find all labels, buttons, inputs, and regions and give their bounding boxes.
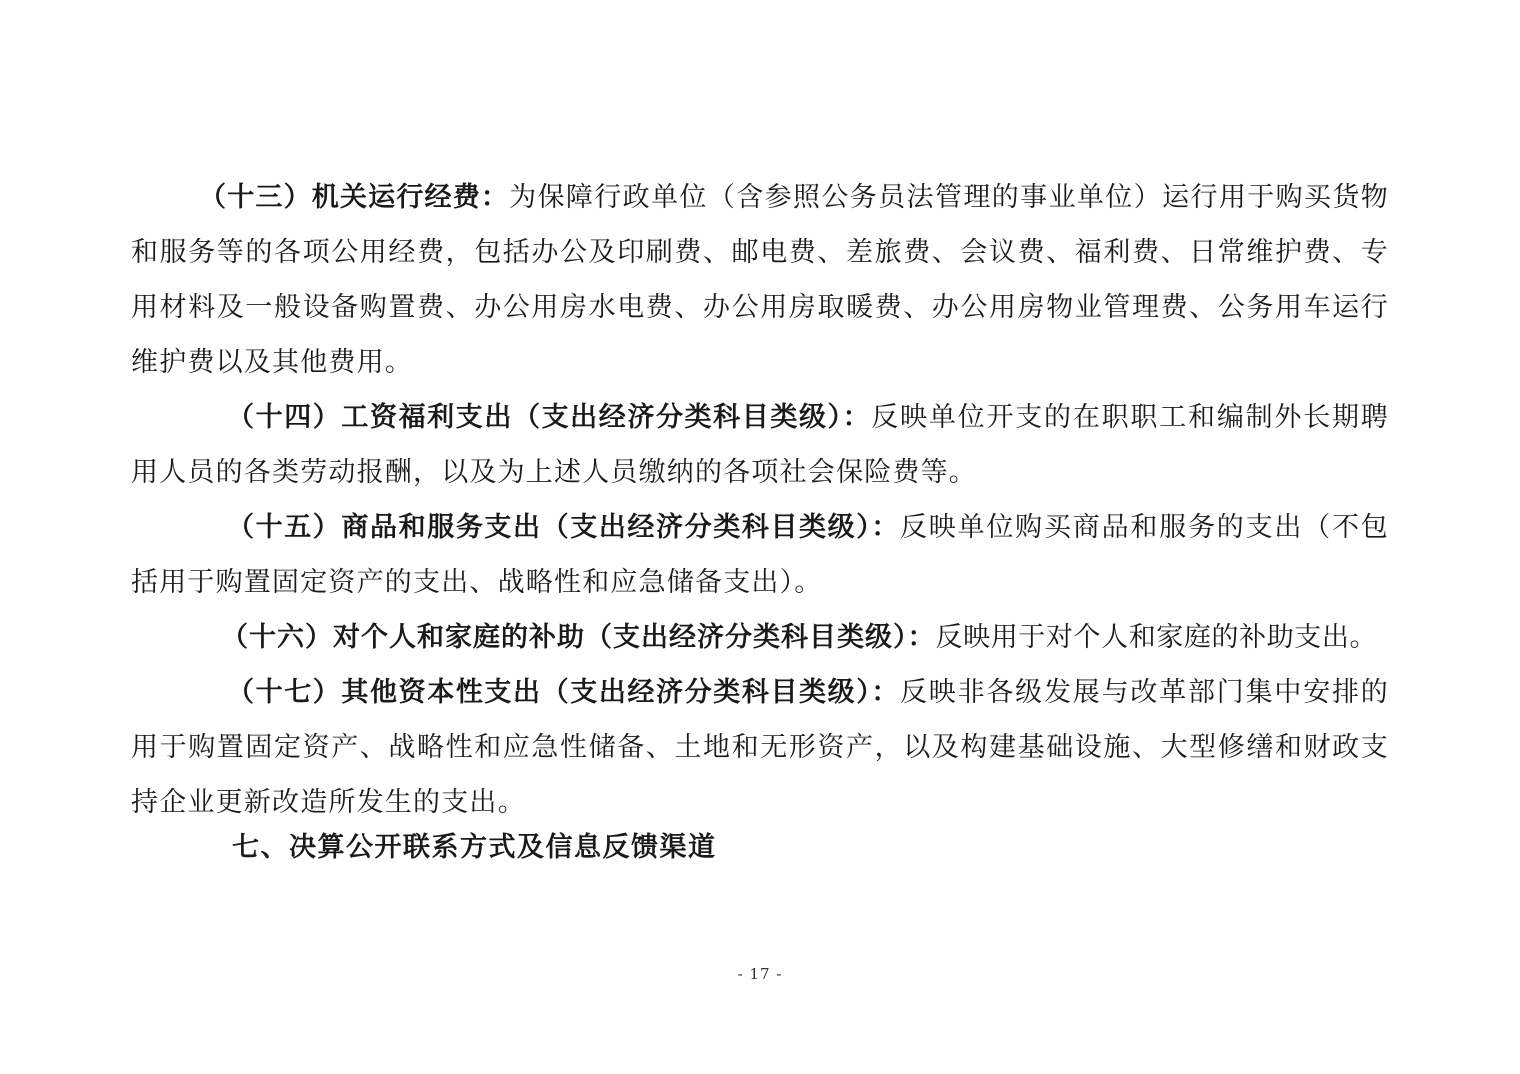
- page-number: - 17 -: [737, 965, 783, 983]
- paragraph-14: [131, 390, 1389, 500]
- paragraph-14-heading: （十四）工资福利支出（支出经济分类科目类级）：: [227, 402, 872, 433]
- paragraph-16-heading: （十六）对个人和家庭的补助（支出经济分类科目类级）：: [221, 622, 936, 653]
- paragraph-15: [131, 500, 1389, 610]
- paragraph-15-heading: （十五）商品和服务支出（支出经济分类科目类级）：: [227, 512, 900, 543]
- paragraph-17-heading: （十七）其他资本性支出（支出经济分类科目类级）：: [227, 677, 900, 708]
- paragraph-17: [131, 665, 1389, 830]
- paragraph-15-text: 反映单位购买商品和服务的支出（不包括用于购置固定资产的支出、战略性和应急储备支出）。: [131, 512, 1390, 598]
- paragraph-17-text: 反映非各级发展与改革部门集中安排的用于购置固定资产、战略性和应急性储备、土地和无形资产，以及构建基础设施、大型修缮和财政支持企业更新改造所发生的支出。: [131, 677, 1390, 818]
- document-body: [131, 170, 1389, 830]
- paragraph-13-heading: （十三）机关运行经费：: [199, 182, 510, 213]
- paragraph-16: [131, 610, 1389, 665]
- paragraph-16-text: 反映用于对个人和家庭的补助支出。: [935, 622, 1378, 653]
- paragraph-13-text: 为保障行政单位（含参照公务员法管理的事业单位）运行用于购买货物和服务等的各项公用经费，包括办公及印刷费、邮电费、差旅费、会议费、福利费、日常维护费、专用材料及一般设备购置费、办公用房水电费、办公用房取暖费、办公用房物业管理费、公务用车运行维护费以及其他费用。: [131, 182, 1389, 378]
- paragraph-13: [131, 170, 1389, 390]
- paragraph-14-text: 反映单位开支的在职职工和编制外长期聘用人员的各类劳动报酬，以及为上述人员缴纳的各项社会保险费等。: [131, 402, 1390, 488]
- section-title: 七、决算公开联系方式及信息反馈渠道: [232, 832, 717, 863]
